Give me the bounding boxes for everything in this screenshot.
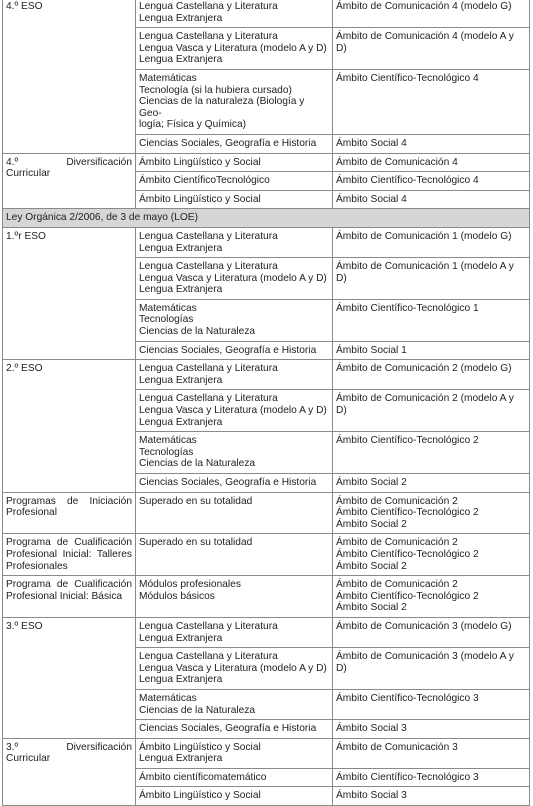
table-row [3, 534, 530, 576]
table-row [3, 227, 530, 257]
level-cell: 4.º ESO [3, 0, 136, 153]
subjects-cell: Módulos profesionales Módulos básicos [136, 576, 333, 618]
subjects-cell: Ámbito Lingüístico y Social Lengua Extranjera [136, 738, 333, 768]
subjects-cell: Lengua Castellana y Literatura Lengua Vasca y Literatura (modelo A y D) Lengua Extranjera [136, 28, 333, 70]
equivalence-table [2, 0, 530, 806]
area-cell: Ámbito Social 4 [333, 134, 530, 153]
level-cell: 1.ºr ESO [3, 227, 136, 359]
subjects-cell: Ciencias Sociales, Geografía e Historia [136, 134, 333, 153]
subjects-cell: Superado en su totalidad [136, 492, 333, 534]
area-cell: Ámbito de Comunicación 2 Ámbito Científico-Tecnológico 2 Ámbito Social 2 [333, 492, 530, 534]
table-row [3, 153, 530, 172]
area-cell: Ámbito de Comunicación 2 (modelo G) [333, 360, 530, 390]
subjects-cell: Ámbito Lingüístico y Social [136, 787, 333, 806]
section-title: Ley Orgánica 2/2006, de 3 de mayo (LOE) [3, 209, 530, 228]
table-row [3, 617, 530, 647]
level-cell: Programas de Iniciación Profesional [3, 492, 136, 534]
subjects-cell: Ciencias Sociales, Geografía e Historia [136, 720, 333, 739]
area-cell: Ámbito de Comunicación 4 (modelo G) [333, 0, 530, 28]
table-body [3, 0, 530, 806]
subjects-cell: Ciencias Sociales, Geografía e Historia [136, 341, 333, 360]
subjects-cell: Ámbito científicomatemático [136, 768, 333, 787]
area-cell: Ámbito Social 1 [333, 341, 530, 360]
subjects-cell: Ámbito Lingüístico y Social [136, 190, 333, 209]
area-cell: Ámbito Social 3 [333, 720, 530, 739]
area-cell: Ámbito Científico-Tecnológico 2 [333, 432, 530, 474]
subjects-cell: Matemáticas Tecnologías Ciencias de la Naturaleza [136, 299, 333, 341]
area-cell: Ámbito de Comunicación 1 (modelo G) [333, 227, 530, 257]
subjects-cell: Lengua Castellana y Literatura Lengua Extranjera [136, 227, 333, 257]
area-cell: Ámbito de Comunicación 3 (modelo A y D) [333, 648, 530, 690]
level-cell: 2.º ESO [3, 360, 136, 492]
subjects-cell: Lengua Castellana y Literatura Lengua Extranjera [136, 0, 333, 28]
area-cell: Ámbito Social 4 [333, 190, 530, 209]
area-cell: Ámbito de Comunicación 1 (modelo A y D) [333, 258, 530, 300]
area-cell: Ámbito de Comunicación 2 Ámbito Científico-Tecnológico 2 Ámbito Social 2 [333, 534, 530, 576]
area-cell: Ámbito Científico-Tecnológico 4 [333, 172, 530, 191]
area-cell: Ámbito de Comunicación 2 Ámbito Científico-Tecnológico 2 Ámbito Social 2 [333, 576, 530, 618]
subjects-cell: Ámbito CientíficoTecnológico [136, 172, 333, 191]
subjects-cell: Lengua Castellana y Literatura Lengua Vasca y Literatura (modelo A y D) Lengua Extranjera [136, 390, 333, 432]
level-cell: Programa de Cualificación Profesional Inicial: Talleres Profesionales [3, 534, 136, 576]
area-cell: Ámbito Científico-Tecnológico 4 [333, 69, 530, 134]
table-row [3, 492, 530, 534]
table-row [3, 738, 530, 768]
subjects-cell: Lengua Castellana y Literatura Lengua Extranjera [136, 360, 333, 390]
area-cell: Ámbito Científico-Tecnológico 1 [333, 299, 530, 341]
subjects-cell: Matemáticas Ciencias de la Naturaleza [136, 689, 333, 719]
area-cell: Ámbito de Comunicación 4 (modelo A y D) [333, 28, 530, 70]
level-cell: 3.º ESO [3, 617, 136, 738]
area-cell: Ámbito de Comunicación 3 [333, 738, 530, 768]
subjects-cell: Ciencias Sociales, Geografía e Historia [136, 474, 333, 493]
subjects-cell: Ámbito Lingüístico y Social [136, 153, 333, 172]
level-cell: 3.º Diversificación Curricular [3, 738, 136, 805]
area-cell: Ámbito Científico-Tecnológico 3 [333, 689, 530, 719]
section-header-row [3, 209, 530, 228]
level-cell: Programa de Cualificación Profesional Inicial: Básica [3, 576, 136, 618]
area-cell: Ámbito Científico-Tecnológico 3 [333, 768, 530, 787]
level-cell: 4.º Diversificación Curricular [3, 153, 136, 209]
subjects-cell: Lengua Castellana y Literatura Lengua Extranjera [136, 617, 333, 647]
subjects-cell: Lengua Castellana y Literatura Lengua Vasca y Literatura (modelo A y D) Lengua Extranjera [136, 648, 333, 690]
table-row [3, 360, 530, 390]
subjects-cell: Matemáticas Tecnología (si la hubiera cursado) Ciencias de la naturaleza (Biología y Geo- logía; Física y Química) [136, 69, 333, 134]
area-cell: Ámbito de Comunicación 3 (modelo G) [333, 617, 530, 647]
area-cell: Ámbito Social 3 [333, 787, 530, 806]
area-cell: Ámbito de Comunicación 4 [333, 153, 530, 172]
area-cell: Ámbito Social 2 [333, 474, 530, 493]
table-row [3, 0, 530, 28]
table-row [3, 576, 530, 618]
subjects-cell: Matemáticas Tecnologías Ciencias de la Naturaleza [136, 432, 333, 474]
area-cell: Ámbito de Comunicación 2 (modelo A y D) [333, 390, 530, 432]
subjects-cell: Superado en su totalidad [136, 534, 333, 576]
subjects-cell: Lengua Castellana y Literatura Lengua Vasca y Literatura (modelo A y D) Lengua Extranjera [136, 258, 333, 300]
